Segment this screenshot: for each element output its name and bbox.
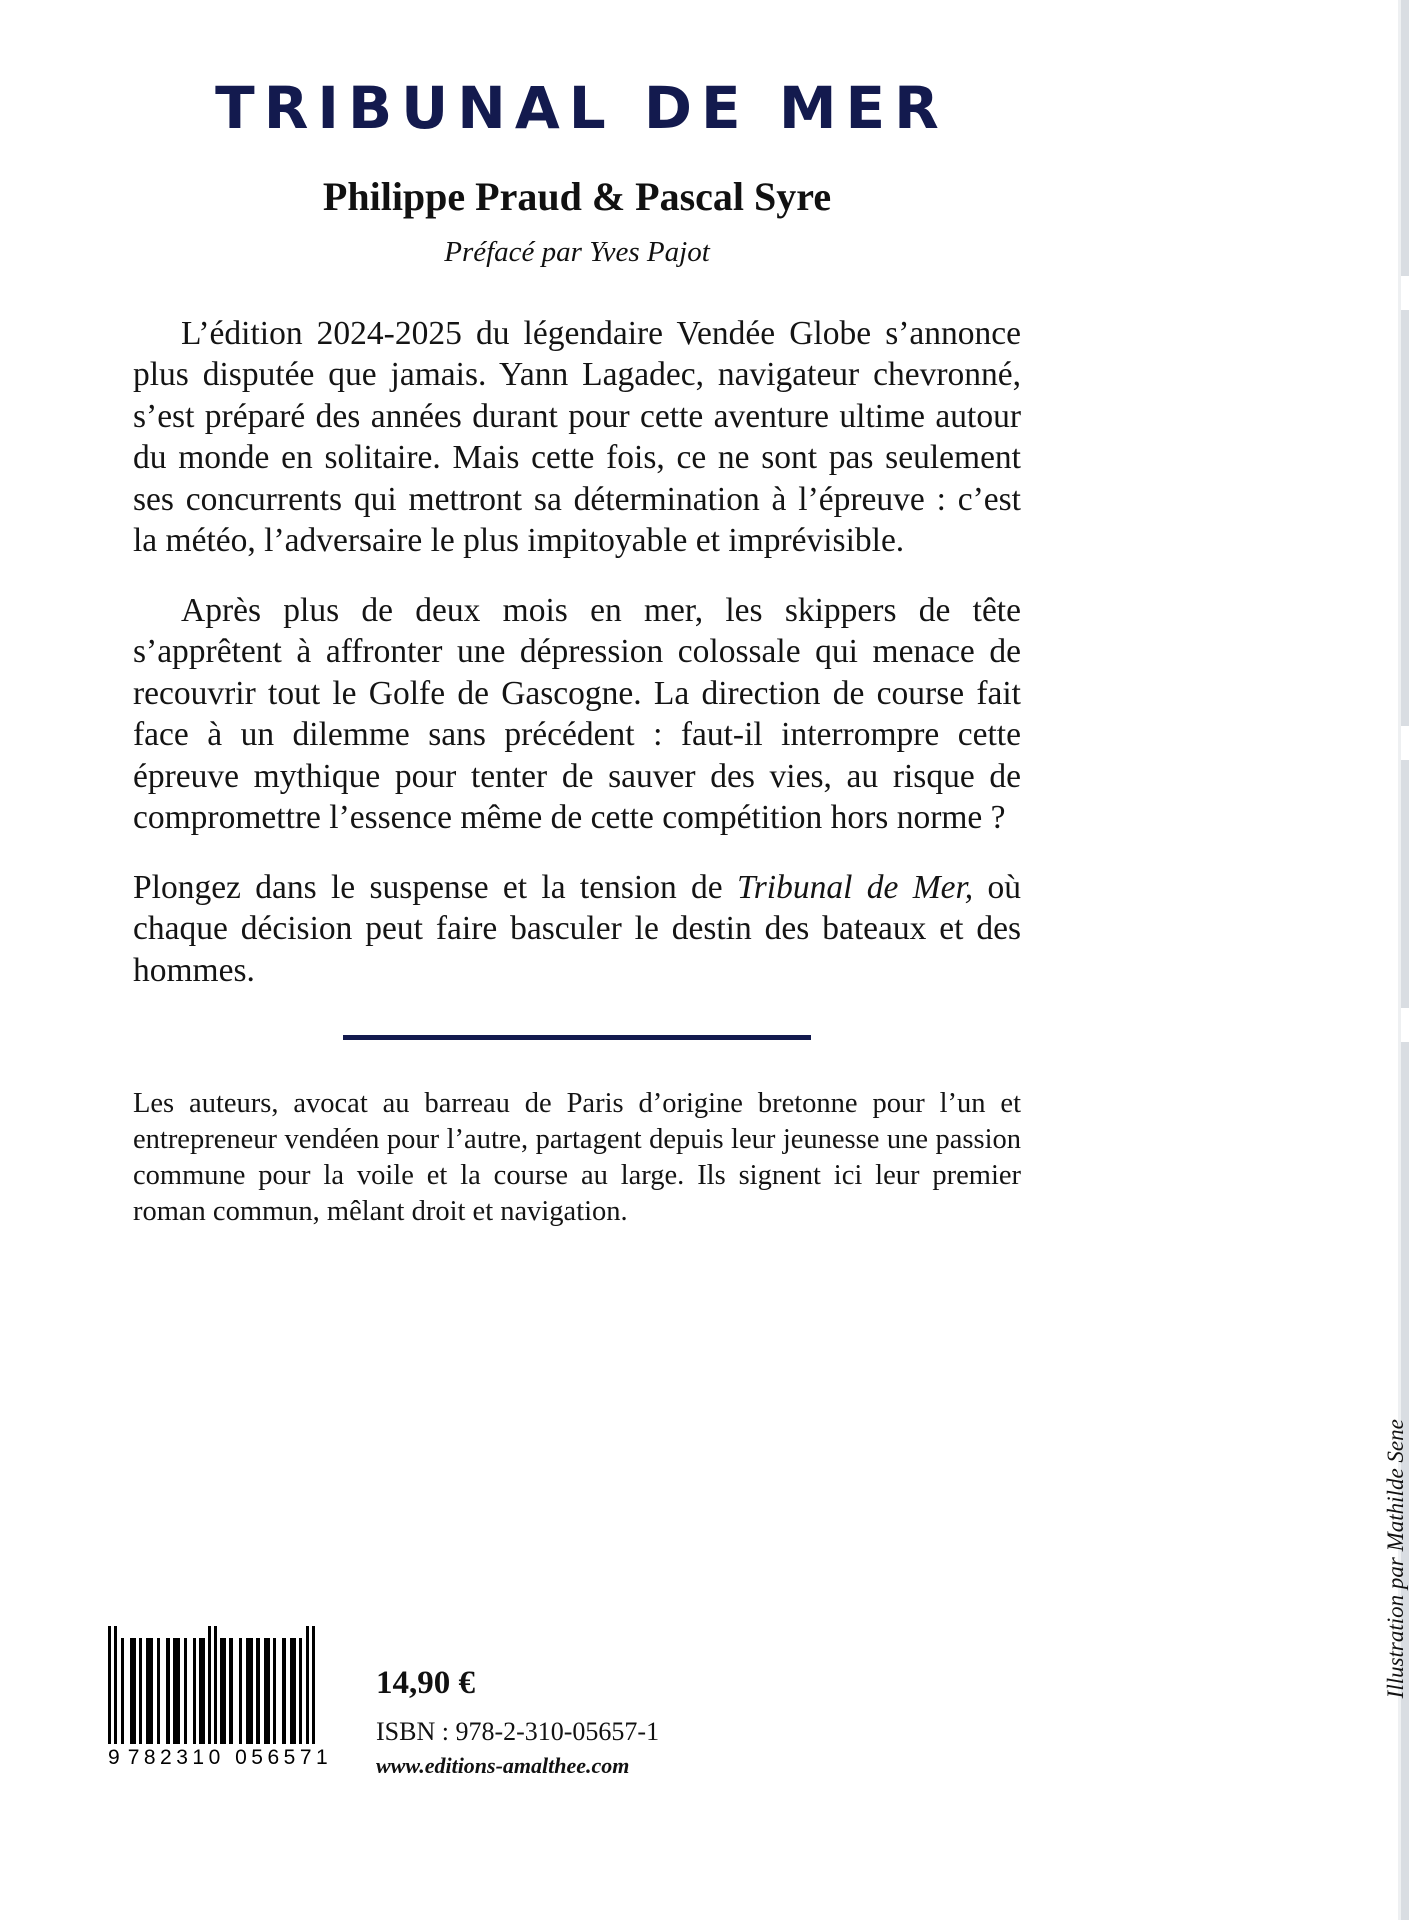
barcode-number-lead: 9 — [108, 1746, 122, 1769]
book-title: TRIBUNAL DE MER — [215, 74, 948, 142]
authors-bio-section — [133, 1040, 1021, 1230]
book-authors: Philippe Praud & Pascal Syre — [322, 173, 832, 219]
publisher-website: www.editions-amalthee.com — [376, 1752, 630, 1778]
spine-gap-2 — [1401, 726, 1409, 760]
barcode-number — [108, 1746, 344, 1770]
cover-content — [133, 0, 1021, 1230]
isbn: ISBN : 978-2-310-05657-1 — [376, 1716, 660, 1746]
blurb-text — [133, 269, 1021, 992]
authors-bio: Les auteurs, avocat au barreau de Paris d’origine bretonne pour l’un et entrepreneur vendéen pour l’autre, partagent depuis leur jeunesse une passion commune pour la voile et la course au large. Ils signent ici leur premier roman commun, mêlant droit et navigation. — [133, 1088, 1021, 1228]
blurb-paragraph-3-tail: où chaque décision peut faire basculer le destin des bateaux et des hommes. — [133, 868, 1021, 989]
spine-gap-1 — [1401, 276, 1409, 310]
price: 14,90 € — [376, 1665, 475, 1701]
barcode-number-main: 782310 056571 — [127, 1746, 333, 1769]
price-info-block — [376, 1664, 659, 1779]
blurb-paragraph-1: L’édition 2024-2025 du légendaire Vendée Globe s’annonce plus disputée que jamais. Yann Lagadec, navigateur chevronné, s’est préparé des années durant pour cette aventure ultime autour du monde en solitaire. Mais cette fois, ce ne sont pas seulement ses concurrents qui mettront sa détermination à l’épreuve : c’est la météo, l’adversaire le plus impitoyable et imprévisible. — [133, 314, 1021, 560]
blurb-paragraph-3 — [133, 867, 1021, 992]
spine-gap-3 — [1401, 1008, 1409, 1042]
blurb-book-title-italic: Tribunal de Mer, — [736, 868, 974, 906]
barcode — [108, 1638, 344, 1770]
illustration-credit: Illustration par Mathilde Sene — [1383, 1419, 1408, 1699]
barcode-bars — [108, 1638, 340, 1744]
preface-credit: Préfacé par Yves Pajot — [444, 235, 710, 268]
blurb-paragraph-2: Après plus de deux mois en mer, les skippers de tête s’apprêtent à affronter une dépression colossale qui menace de recouvrir tout le Golfe de Gascogne. La direction de course fait face à un dilemme sans précédent : faut-il interrompre cette épreuve mythique pour tenter de sauver des vies, au risque de compromettre l’essence même de cette compétition hors norme ? — [133, 591, 1021, 837]
cover-footer — [108, 1638, 1008, 1838]
blurb-paragraph-3-lead: Plongez dans le suspense et la tension de — [133, 868, 737, 906]
